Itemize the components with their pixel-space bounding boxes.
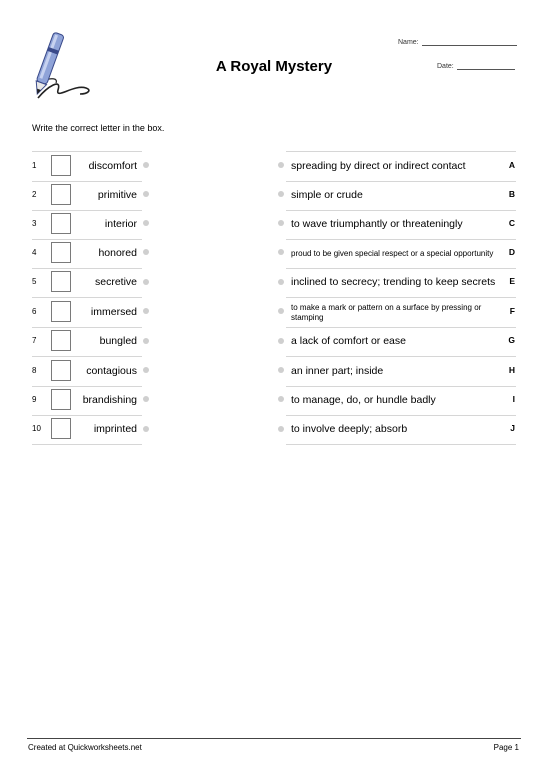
word-row: [32, 268, 142, 298]
definition-row: [286, 181, 516, 211]
left-connector-dot[interactable]: [143, 396, 149, 402]
definition-letter: D: [508, 247, 515, 257]
footer-divider: [27, 738, 521, 739]
definition-letter: F: [509, 306, 515, 316]
definition-row: [286, 327, 516, 357]
definition-text: to involve deeply; absorb: [291, 422, 408, 435]
definition-letter: H: [508, 365, 515, 375]
vocab-word: imprinted: [93, 423, 137, 435]
right-connector-dot[interactable]: [278, 338, 284, 344]
definition-letter: I: [512, 394, 515, 404]
left-connector-dot[interactable]: [143, 426, 149, 432]
item-number: 3: [32, 219, 37, 228]
right-connector-dot[interactable]: [278, 220, 284, 226]
item-number: 1: [32, 161, 37, 170]
date-field[interactable]: [437, 62, 515, 70]
definition-text: an inner part; inside: [291, 364, 384, 377]
word-row: [32, 151, 142, 182]
vocab-word: immersed: [90, 306, 137, 318]
definition-row: [286, 357, 516, 387]
right-connector-dot[interactable]: [278, 308, 284, 314]
item-number: 7: [32, 336, 37, 345]
answer-box[interactable]: [51, 360, 71, 381]
definition-text: proud to be given special respect or a special opportunity: [291, 248, 494, 258]
left-connector-dot[interactable]: [143, 220, 149, 226]
instructions: Write the correct letter in the box.: [32, 123, 165, 133]
definition-text: to wave triumphantly or threateningly: [291, 217, 463, 230]
word-row: [32, 357, 142, 387]
answer-box[interactable]: [51, 330, 71, 351]
definition-letter: G: [508, 335, 515, 345]
right-connector-dot[interactable]: [278, 279, 284, 285]
answer-box[interactable]: [51, 389, 71, 410]
answer-box[interactable]: [51, 184, 71, 205]
item-number: 10: [32, 424, 41, 433]
vocab-word: bungled: [99, 335, 137, 347]
item-number: 6: [32, 307, 37, 316]
answer-box[interactable]: [51, 301, 71, 322]
item-number: 4: [32, 248, 37, 257]
answer-box[interactable]: [51, 242, 71, 263]
definition-row: [286, 268, 516, 298]
word-row: [32, 181, 142, 211]
definition-text: a lack of comfort or ease: [291, 334, 406, 347]
answer-box[interactable]: [51, 155, 71, 176]
item-number: 9: [32, 395, 37, 404]
vocab-word: brandishing: [82, 394, 137, 406]
answer-box[interactable]: [51, 418, 71, 439]
definition-row: [286, 415, 516, 445]
definition-letter: J: [510, 423, 515, 433]
word-row: [32, 415, 142, 445]
definition-letter: C: [508, 218, 515, 228]
name-line[interactable]: [422, 38, 517, 46]
footer-credit: Created at Quickworksheets.net: [28, 743, 142, 752]
left-connector-dot[interactable]: [143, 162, 149, 168]
left-connector-dot[interactable]: [143, 279, 149, 285]
definition-text: spreading by direct or indirect contact: [291, 159, 466, 172]
right-connector-dot[interactable]: [278, 162, 284, 168]
left-connector-dot[interactable]: [143, 191, 149, 197]
left-connector-dot[interactable]: [143, 249, 149, 255]
date-label: Date:: [437, 63, 454, 70]
word-row: [32, 239, 142, 269]
definition-text: to make a mark or pattern on a surface by pressing or stamping: [291, 302, 482, 322]
right-connector-dot[interactable]: [278, 249, 284, 255]
item-number: 2: [32, 190, 37, 199]
vocab-word: discomfort: [88, 160, 137, 172]
word-row: [32, 210, 142, 240]
left-connector-dot[interactable]: [143, 367, 149, 373]
item-number: 5: [32, 277, 37, 286]
definition-row: [286, 298, 516, 328]
item-number: 8: [32, 366, 37, 375]
word-row: [32, 327, 142, 357]
vocab-word: contagious: [86, 365, 137, 377]
vocab-word: primitive: [97, 189, 137, 201]
word-row: [32, 298, 142, 328]
answer-box[interactable]: [51, 213, 71, 234]
definition-letter: B: [508, 189, 515, 199]
right-connector-dot[interactable]: [278, 191, 284, 197]
vocab-word: interior: [104, 218, 137, 230]
right-connector-dot[interactable]: [278, 426, 284, 432]
left-connector-dot[interactable]: [143, 308, 149, 314]
right-connector-dot[interactable]: [278, 367, 284, 373]
definition-text: to manage, do, or hundle badly: [291, 393, 436, 406]
name-label: Name:: [398, 39, 419, 46]
definition-letter: E: [509, 276, 515, 286]
definition-row: [286, 239, 516, 269]
vocab-word: honored: [98, 247, 137, 259]
definition-letter: A: [508, 160, 515, 170]
answer-box[interactable]: [51, 271, 71, 292]
right-connector-dot[interactable]: [278, 396, 284, 402]
definition-text: simple or crude: [291, 188, 363, 201]
left-connector-dot[interactable]: [143, 338, 149, 344]
word-row: [32, 386, 142, 416]
definition-text: inclined to secrecy; trending to keep secrets: [291, 275, 496, 288]
page-title: A Royal Mystery: [215, 58, 333, 75]
page-number: Page 1: [493, 743, 519, 752]
date-line[interactable]: [457, 62, 515, 70]
definition-row: [286, 210, 516, 240]
name-field[interactable]: [398, 38, 517, 46]
definition-row: [286, 151, 516, 182]
definition-row: [286, 386, 516, 416]
vocab-word: secretive: [94, 276, 137, 288]
